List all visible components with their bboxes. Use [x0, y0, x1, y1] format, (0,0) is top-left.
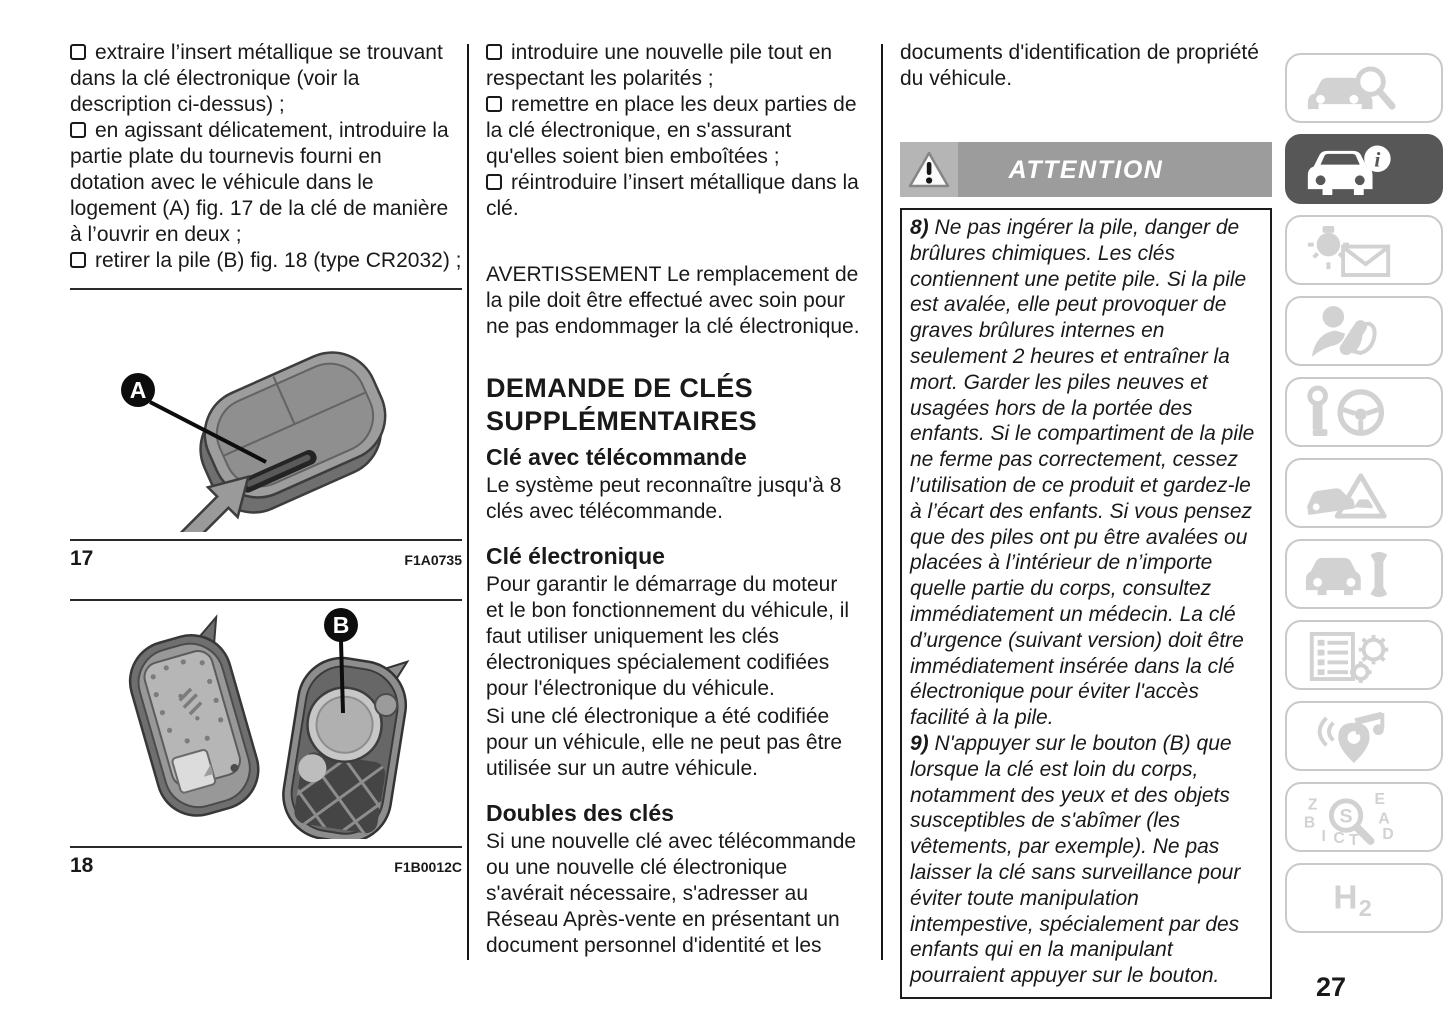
warning-note: AVERTISSEMENT Le remplacement de la pile doit être effectué avec soin pour ne pas endommager la clé électronique. [486, 263, 860, 338]
column-left [70, 40, 462, 880]
sidebar-item-warning-lights[interactable] [1285, 215, 1443, 285]
svg-text:I: I [1321, 827, 1326, 845]
bullet-item [70, 118, 462, 248]
bullet-item [486, 40, 860, 92]
sidebar-item-multimedia[interactable] [1285, 701, 1443, 771]
attention-banner [900, 142, 1272, 197]
warning-box [900, 208, 1272, 999]
paragraph: Si une nouvelle clé avec télécommande ou une nouvelle clé électronique s'avérait nécessaire, s'adresser au Réseau Après-vente en présentant un document personnel d'identité et les [486, 830, 857, 957]
figure-17 [70, 288, 462, 573]
figure-code: F1B0012C [394, 859, 462, 875]
bullet-text: retirer la pile (B) fig. 18 (type CR2032) ; [95, 249, 462, 272]
svg-text:D: D [1382, 825, 1394, 843]
bullet-square-icon [70, 44, 86, 60]
figure-caption [70, 848, 462, 880]
bullet-item [70, 248, 462, 274]
figure-number: 18 [70, 854, 94, 877]
svg-text:Z: Z [1307, 796, 1318, 814]
key-fob-battery-illustration [70, 601, 460, 839]
car-warning-triangle-icon [1300, 466, 1398, 521]
callout-a-label: A [129, 377, 147, 403]
bullet-text: réintroduire l’insert métallique dans la clé. [486, 171, 859, 220]
sidebar-item-servicing[interactable] [1285, 539, 1443, 609]
svg-text:A: A [1378, 809, 1390, 827]
key-steering-icon [1300, 385, 1398, 440]
sidebar-item-starting-driving[interactable] [1285, 377, 1443, 447]
bullet-item [486, 92, 860, 170]
bullet-square-icon [70, 252, 86, 268]
svg-text:2: 2 [1358, 894, 1372, 921]
bullet-text: en agissant délicatement, introduire la partie plate du tournevis fourni en dotation avec le véhicule dans le logement (A) fig. 17 de la clé de manière à l’ouvrir en deux ; [70, 119, 449, 246]
page-number: 27 [1316, 972, 1347, 1002]
car-wrench-icon [1300, 547, 1398, 602]
svg-text:S: S [1339, 804, 1353, 827]
bullet-item [486, 170, 860, 222]
key-fob-slot-illustration [70, 290, 460, 532]
bullet-square-icon [70, 122, 86, 138]
subsection-title: Clé électronique [486, 543, 665, 569]
column-right [900, 40, 1272, 999]
section-title: DEMANDE DE CLÉS SUPPLÉMENTAIRES [486, 373, 758, 436]
svg-text:B: B [1303, 813, 1316, 831]
bullet-item [70, 40, 462, 118]
bullet-square-icon [486, 174, 502, 190]
callout-b-label: B [332, 612, 350, 638]
figure-18 [70, 599, 462, 880]
list-gears-icon [1300, 628, 1398, 683]
svg-text:C: C [1333, 829, 1345, 845]
car-magnifier-icon [1300, 61, 1398, 116]
warning-text: N'appuyer sur le bouton (B) que lorsque la clé est loin du corps, notamment des yeux et des objets susceptibles de s'abîmer (les vêtements, par exemple). Ne pas laisser la clé sans surveillance pour éviter toute manipulation intempestive, spécialement par des enfants qui en la manipulant pourraient appuyer sur le bouton. [910, 731, 1241, 988]
figure-caption [70, 541, 462, 573]
bullet-square-icon [486, 44, 502, 60]
paragraph: documents d'identification de propriété du véhicule. [900, 41, 1259, 90]
letters-magnifier-icon [1300, 790, 1398, 845]
seatbelt-icon [1300, 304, 1398, 359]
column-divider [467, 44, 469, 960]
column-middle [486, 40, 860, 959]
sidebar-item-vehicle-overview[interactable] [1285, 53, 1443, 123]
warning-text: Ne pas ingérer la pile, danger de brûlures chimiques. Les clés contiennent une petite pile. Si la pile est avalée, elle peut provoquer de graves brûlures internes en seulement 2 heures et entraîner la mort. Garder les piles neuves et usagées hors de la portée des enfants. Si le compartiment de la pile ne ferme pas correctement, cessez l’utilisation de ce produit et gardez-le à l’écart des enfants. Si vous pensez que des piles ont pu être avalées ou placées à l’intérieur de n’importe quelle partie du corps, consultez immédiatement un médecin. La clé d’urgence (suivant version) doit être immédiatement insérée dans la clé électronique pour éviter l'accès facilité à la pile. [910, 216, 1255, 730]
note-pin-icon [1300, 709, 1398, 764]
figure-number: 17 [70, 547, 94, 570]
light-envelope-icon [1300, 223, 1398, 278]
attention-title: ATTENTION [1008, 155, 1164, 184]
warning-number: 9) [910, 731, 929, 755]
warning-number: 8) [910, 216, 929, 239]
sidebar-item-technical-data[interactable] [1285, 620, 1443, 690]
sidebar-item-emergency[interactable] [1285, 458, 1443, 528]
subsection-title: Doubles des clés [486, 800, 674, 826]
sidebar-item-safety[interactable] [1285, 296, 1443, 366]
bullet-square-icon [486, 96, 502, 112]
sidebar-item-hydrogen[interactable] [1285, 863, 1443, 933]
warning-item [910, 731, 1262, 989]
paragraph: Si une clé électronique a été codifiée pour un véhicule, elle ne peut pas être utilisée sur un autre véhicule. [486, 705, 843, 780]
bullet-text: remettre en place les deux parties de la clé électronique, en s'assurant qu'elles soient bien emboîtées ; [486, 93, 857, 168]
figure-code: F1A0735 [404, 552, 462, 568]
section-tab-bar [1285, 53, 1443, 933]
sidebar-item-index[interactable] [1285, 782, 1443, 852]
column-divider [881, 44, 883, 960]
bullet-text: introduire une nouvelle pile tout en respectant les polarités ; [486, 41, 833, 90]
bullet-text: extraire l’insert métallique se trouvant dans la clé électronique (voir la description ci-dessus) ; [70, 41, 443, 116]
paragraph: Le système peut reconnaître jusqu'à 8 clés avec télécommande. [486, 474, 842, 523]
svg-text:T: T [1349, 831, 1359, 845]
warning-item [910, 215, 1262, 731]
subsection-title: Clé avec télécommande [486, 444, 747, 470]
svg-text:H: H [1333, 878, 1358, 916]
svg-text:i: i [1374, 147, 1381, 172]
car-info-icon [1300, 142, 1398, 197]
h2-icon [1300, 871, 1398, 926]
sidebar-item-dashboard-info[interactable] [1285, 134, 1443, 204]
paragraph: Pour garantir le démarrage du moteur et le bon fonctionnement du véhicule, il faut utiliser uniquement les clés électroniques spécialement codifiées pour l'électronique du véhicule. [486, 573, 850, 700]
svg-text:E: E [1374, 790, 1385, 808]
